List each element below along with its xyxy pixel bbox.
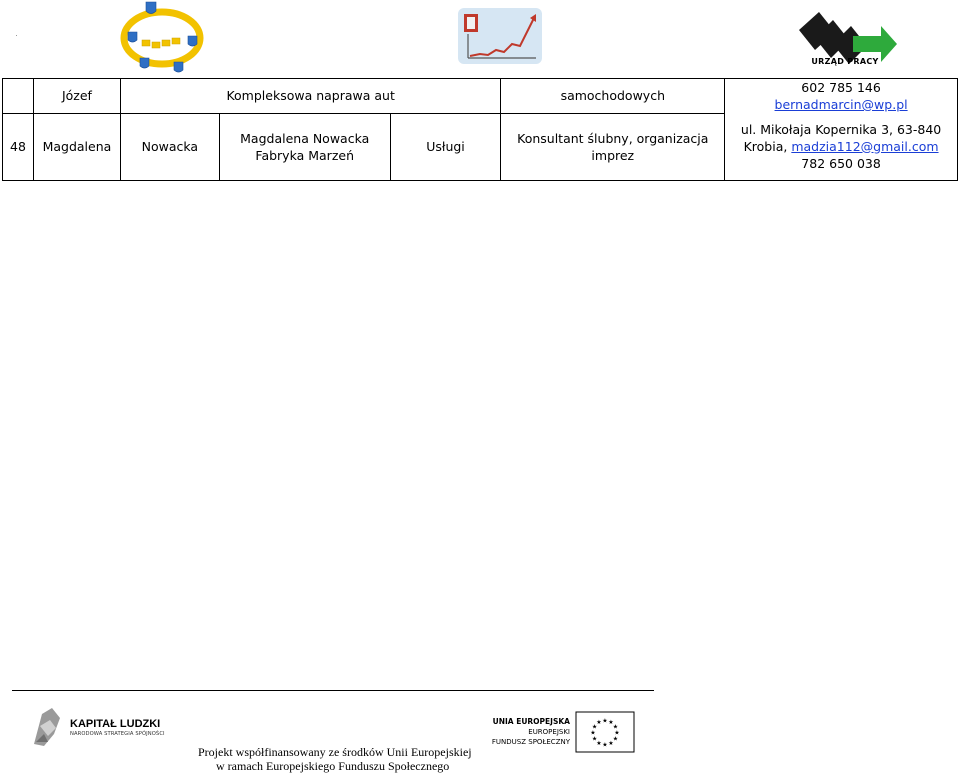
eu-title: UNIA EUROPEJSKA xyxy=(492,717,570,726)
cell-activity xyxy=(501,113,725,180)
cell-first-name: Józef xyxy=(33,79,120,114)
eu-star-icon: ★ xyxy=(591,724,598,731)
kapital-ludzki-subtitle: NARODOWA STRATEGIA SPÓJNOŚCI xyxy=(70,731,165,737)
email-link[interactable]: madzia112@gmail.com xyxy=(791,138,939,154)
cell-contact xyxy=(725,113,958,180)
cell-activity: samochodowych xyxy=(501,79,725,114)
eu-star-icon: ★ xyxy=(602,718,608,725)
eu-star-icon: ★ xyxy=(608,720,614,727)
phone-text: 782 650 038 xyxy=(801,155,881,171)
registry-table xyxy=(2,78,958,181)
eu-star-icon: ★ xyxy=(590,730,596,737)
eu-fund-line: FUNDUSZ SPOŁECZNY xyxy=(491,738,570,746)
labour-office-caption: URZĄD PRACY xyxy=(811,57,879,66)
footer-cofinanced-line: Projekt współfinansowany ze środków Unii Europejskiej xyxy=(198,745,472,759)
company-line: Fabryka Marzeń xyxy=(255,147,354,163)
email-link[interactable]: bernadmarcin@wp.pl xyxy=(774,97,908,112)
activity-line: imprez xyxy=(591,147,635,163)
table-row xyxy=(3,113,958,180)
cell-first-name: Magdalena xyxy=(33,113,120,180)
phone-text: 602 785 146 xyxy=(801,80,881,95)
cell-sector: Usługi xyxy=(390,113,501,180)
eu-flag-icon xyxy=(575,711,635,753)
table-row xyxy=(3,79,958,114)
eu-fund-line: EUROPEJSKI xyxy=(528,728,570,736)
cell-no xyxy=(3,79,34,114)
eu-star-icon: ★ xyxy=(602,742,608,749)
address-text: ul. Mikołaja Kopernika 3, 63-840 xyxy=(740,121,942,137)
eu-star-icon: ★ xyxy=(591,736,598,743)
eu-star-icon: ★ xyxy=(612,736,619,743)
company-line: Magdalena Nowacka xyxy=(240,130,370,146)
eu-star-icon: ★ xyxy=(608,740,614,747)
stray-dot xyxy=(16,35,17,36)
footer-rule xyxy=(12,690,654,691)
city-text: Krobia, xyxy=(743,138,788,154)
kapital-ludzki-mark-icon xyxy=(30,704,64,748)
eu-star-icon: ★ xyxy=(612,724,619,731)
eu-star-icon: ★ xyxy=(614,730,620,737)
kapital-ludzki-title: KAPITAŁ LUDZKI xyxy=(70,718,161,730)
cell-contact xyxy=(725,79,958,114)
eu-star-icon: ★ xyxy=(596,720,602,727)
cell-last-name: Nowacka xyxy=(120,113,219,180)
activity-line: Konsultant ślubny, organizacja xyxy=(517,130,709,146)
cell-business: Kompleksowa naprawa aut xyxy=(120,79,501,114)
municipal-emblem-logo xyxy=(118,0,206,75)
footer-fund-line: w ramach Europejskiego Funduszu Społecznego xyxy=(216,759,450,773)
cell-company xyxy=(219,113,390,180)
cell-no: 48 xyxy=(3,113,34,180)
eu-star-icon: ★ xyxy=(596,740,602,747)
growth-chart-logo xyxy=(458,8,542,64)
